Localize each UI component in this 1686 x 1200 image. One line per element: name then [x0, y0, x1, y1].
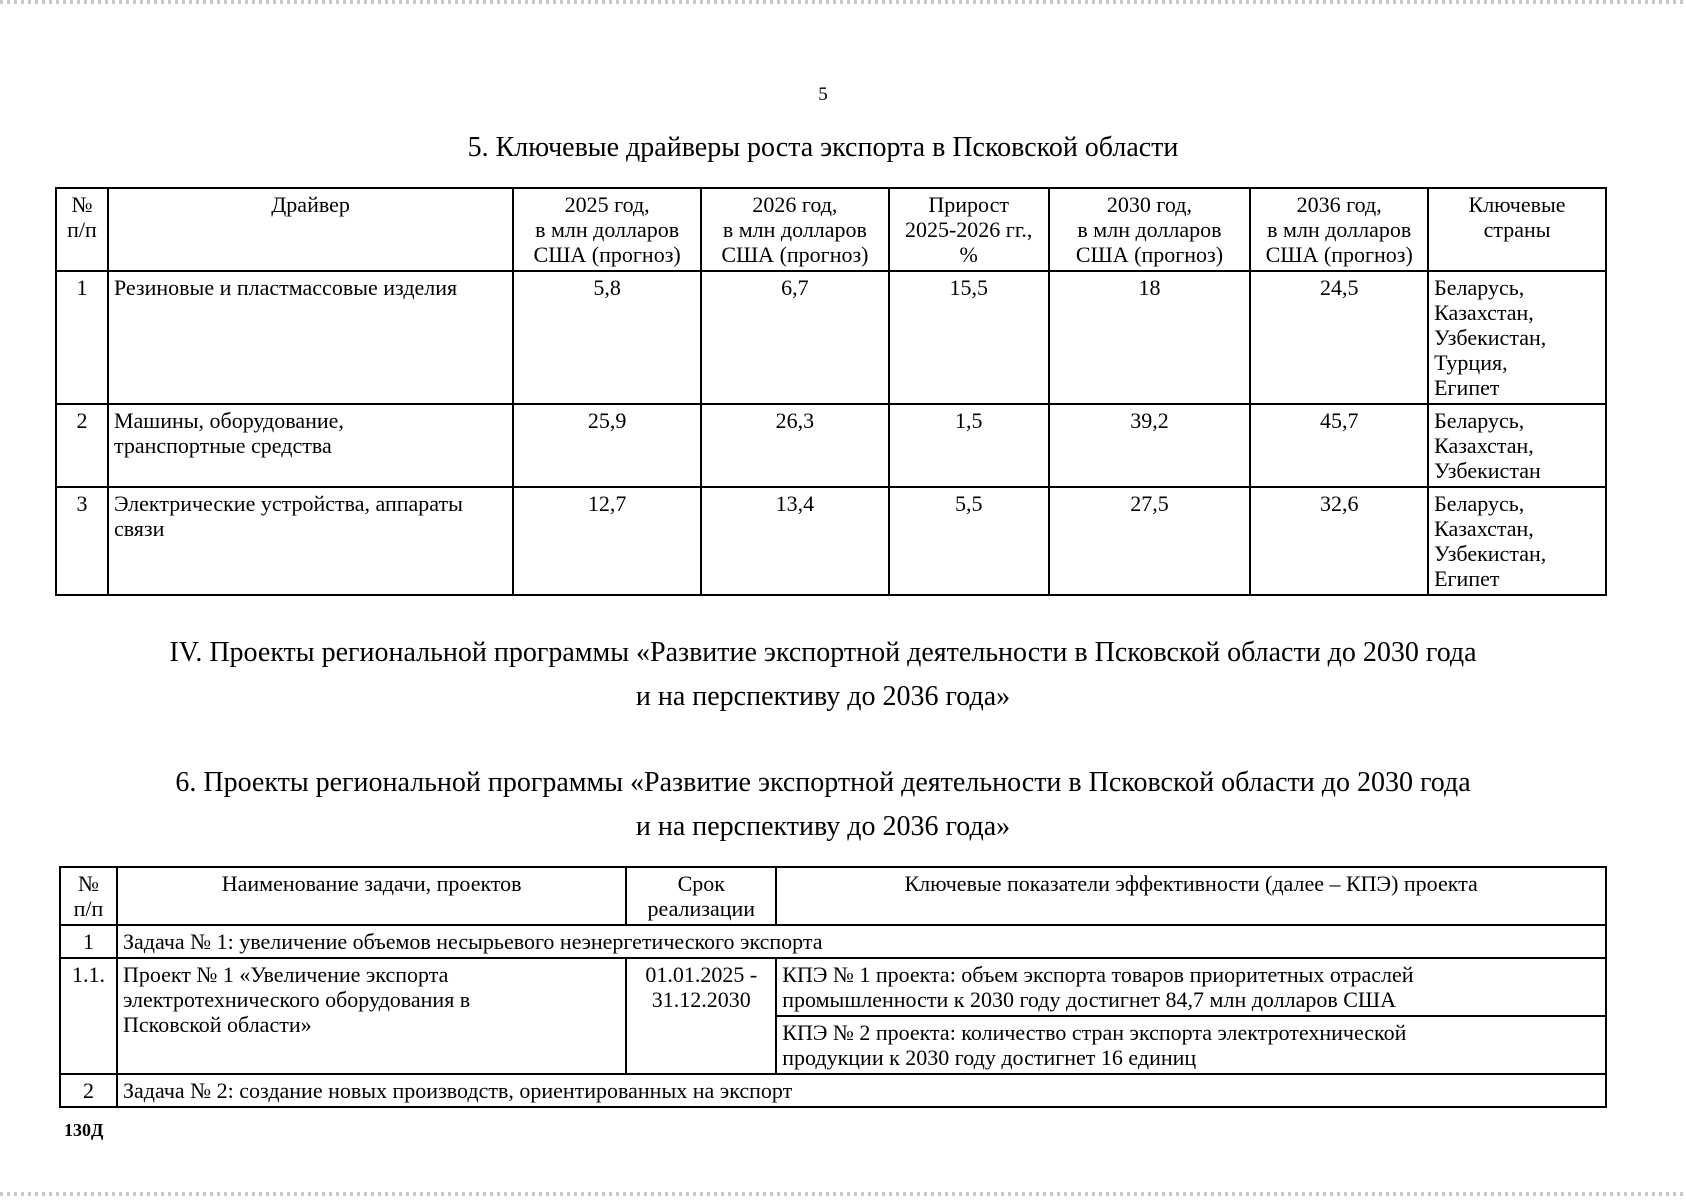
table-row [56, 271, 1606, 404]
task-text: Задача № 1: увеличение объемов несырьевого неэнергетического экспорта [117, 925, 1606, 958]
row-num: 1 [56, 271, 108, 404]
row-2030: 39,2 [1049, 404, 1251, 487]
scan-edge-bottom [0, 1192, 1686, 1196]
project-period: 01.01.2025 - 31.12.2030 [626, 958, 776, 1074]
scan-edge-top [0, 0, 1686, 4]
task-num: 2 [60, 1074, 117, 1107]
section-6-title: 6. Проекты региональной программы «Развитие экспортной деятельности в Псковской области до 2030 года и на перспективу до 2036 года» [175, 767, 1471, 842]
project-name: Проект № 1 «Увеличение экспорта электротехнического оборудования в Псковской области» [117, 958, 626, 1074]
task-num: 1 [60, 925, 117, 958]
page-number: 5 [818, 84, 828, 105]
section-iv-title: IV. Проекты региональной программы «Развитие экспортной деятельности в Псковской области до 2030 года и на перспективу до 2036 года» [169, 637, 1477, 712]
project-kpi-1: КПЭ № 1 проекта: объем экспорта товаров приоритетных отраслей промышленности к 2030 году достигнет 84,7 млн долларов США [776, 958, 1606, 1016]
row-2025: 12,7 [513, 487, 701, 595]
table-row [56, 487, 1606, 595]
col-header-2026: 2026 год, в млн долларов США (прогноз) [701, 188, 889, 271]
projects-table [59, 866, 1607, 1108]
row-driver: Машины, оборудование, транспортные средства [108, 404, 513, 487]
project-row [60, 958, 1606, 1016]
row-2025: 25,9 [513, 404, 701, 487]
col-header-task-name: Наименование задачи, проектов [117, 867, 626, 925]
col-header-countries: Ключевые страны [1428, 188, 1606, 271]
row-2030: 18 [1049, 271, 1251, 404]
row-growth: 5,5 [889, 487, 1049, 595]
document-code: 130Д [64, 1120, 104, 1140]
row-2025: 5,8 [513, 271, 701, 404]
task-row [60, 925, 1606, 958]
col-header-2030: 2030 год, в млн долларов США (прогноз) [1049, 188, 1251, 271]
col-header-period: Срок реализации [626, 867, 776, 925]
row-2036: 45,7 [1250, 404, 1428, 487]
col-header-driver: Драйвер [108, 188, 513, 271]
table-header-row [60, 867, 1606, 925]
row-2026: 26,3 [701, 404, 889, 487]
col-header-2025: 2025 год, в млн долларов США (прогноз) [513, 188, 701, 271]
table-row [56, 404, 1606, 487]
row-growth: 1,5 [889, 404, 1049, 487]
row-num: 2 [56, 404, 108, 487]
task-row [60, 1074, 1606, 1107]
section-5-title: 5. Ключевые драйверы роста экспорта в Псковской области [467, 132, 1179, 163]
task-text: Задача № 2: создание новых производств, ориентированных на экспорт [117, 1074, 1606, 1107]
row-countries: Беларусь, Казахстан, Узбекистан, Египет [1428, 487, 1606, 595]
col-header-num: № п/п [60, 867, 117, 925]
col-header-kpi: Ключевые показатели эффективности (далее – КПЭ) проекта [776, 867, 1606, 925]
row-countries: Беларусь, Казахстан, Узбекистан [1428, 404, 1606, 487]
row-driver: Электрические устройства, аппараты связи [108, 487, 513, 595]
project-num: 1.1. [60, 958, 117, 1074]
row-growth: 15,5 [889, 271, 1049, 404]
row-2026: 13,4 [701, 487, 889, 595]
row-2026: 6,7 [701, 271, 889, 404]
table-header-row [56, 188, 1606, 271]
export-drivers-table [55, 187, 1607, 596]
row-2036: 32,6 [1250, 487, 1428, 595]
col-header-growth: Прирост 2025-2026 гг., % [889, 188, 1049, 271]
project-kpi-2: КПЭ № 2 проекта: количество стран экспорта электротехнической продукции к 2030 году достигнет 16 единиц [776, 1016, 1606, 1074]
row-2036: 24,5 [1250, 271, 1428, 404]
col-header-num: № п/п [56, 188, 108, 271]
row-countries: Беларусь, Казахстан, Узбекистан, Турция, Египет [1428, 271, 1606, 404]
row-num: 3 [56, 487, 108, 595]
row-2030: 27,5 [1049, 487, 1251, 595]
row-driver: Резиновые и пластмассовые изделия [108, 271, 513, 404]
col-header-2036: 2036 год, в млн долларов США (прогноз) [1250, 188, 1428, 271]
